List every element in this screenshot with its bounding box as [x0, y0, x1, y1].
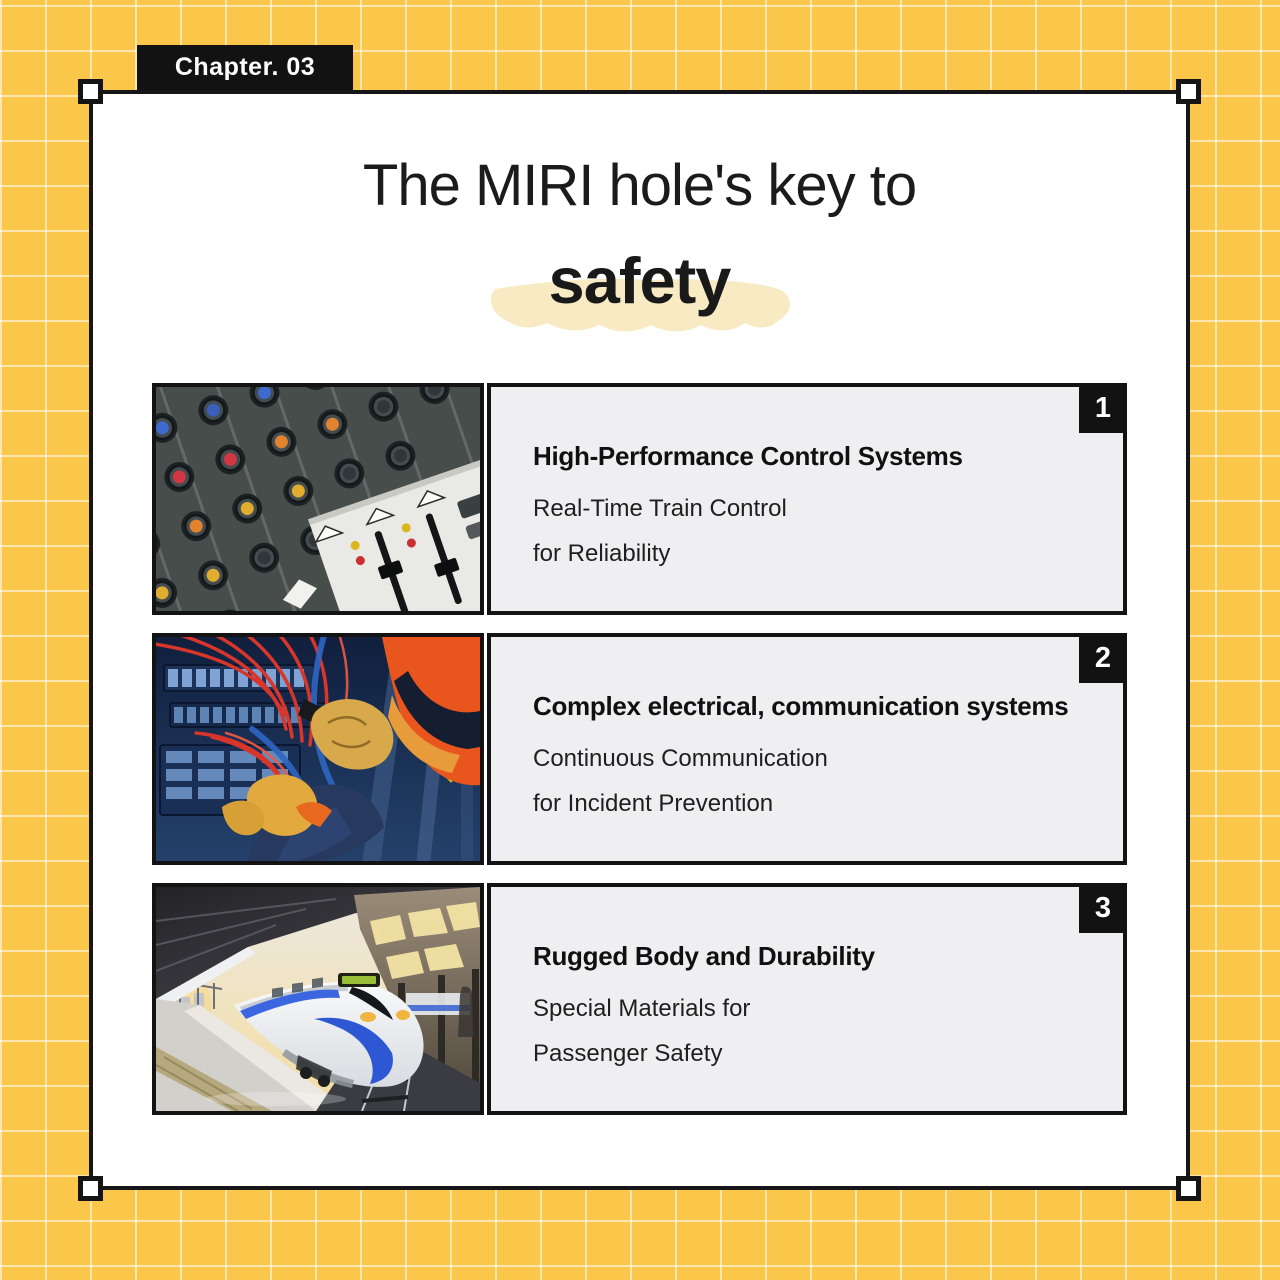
feature-subtitle-line2: for Incident Prevention: [533, 790, 774, 817]
slide-card: [89, 53, 1190, 1190]
feature-subtitle: [533, 986, 1083, 1076]
number-badge-2: [1079, 633, 1127, 683]
safety-word: safety: [548, 244, 731, 317]
chapter-tag-label: Chapter. 03: [174, 53, 316, 81]
number-badge-1: [1079, 383, 1127, 433]
feature-panel-1: [487, 383, 1127, 615]
badge-number: 1: [1094, 391, 1112, 424]
slide-title-line2: [93, 243, 1186, 343]
badge-number: 3: [1094, 891, 1112, 924]
feature-subtitle-line1: Special Materials for: [533, 995, 751, 1022]
feature-card-3: [152, 883, 1127, 1115]
feature-panel-2: [487, 633, 1127, 865]
electrical-wiring-illustration: [156, 637, 480, 861]
mixing-console-illustration: [156, 387, 480, 611]
feature-card-1: [152, 383, 1127, 615]
feature-subtitle-line1: Real-Time Train Control: [533, 495, 787, 522]
badge-number: 2: [1094, 641, 1112, 674]
bullet-train-photo: [152, 883, 484, 1115]
feature-title: High-Performance Control Systems: [533, 441, 963, 471]
selection-handle-bottom-left[interactable]: [78, 1176, 103, 1201]
selection-handle-top-right[interactable]: [1176, 79, 1201, 104]
bullet-train-illustration: [156, 887, 480, 1111]
number-badge-3: [1079, 883, 1127, 933]
feature-subtitle: [533, 486, 1083, 576]
chapter-tag: [137, 45, 353, 90]
feature-subtitle-line2: for Reliability: [533, 540, 671, 567]
mixing-console-photo: [152, 383, 484, 615]
selection-handle-top-left[interactable]: [78, 79, 103, 104]
feature-rows: [152, 383, 1127, 1133]
feature-subtitle: [533, 736, 1083, 826]
selection-handle-bottom-right[interactable]: [1176, 1176, 1201, 1201]
feature-title: Rugged Body and Durability: [533, 941, 875, 971]
feature-panel-3: [487, 883, 1127, 1115]
feature-subtitle-line1: Continuous Communication: [533, 745, 828, 772]
electrical-wiring-photo: [152, 633, 484, 865]
feature-subtitle-line2: Passenger Safety: [533, 1040, 723, 1067]
feature-card-2: [152, 633, 1127, 865]
slide-title-line1: The MIRI hole's key to: [362, 153, 917, 218]
feature-title: Complex electrical, communication systems: [533, 691, 1069, 721]
